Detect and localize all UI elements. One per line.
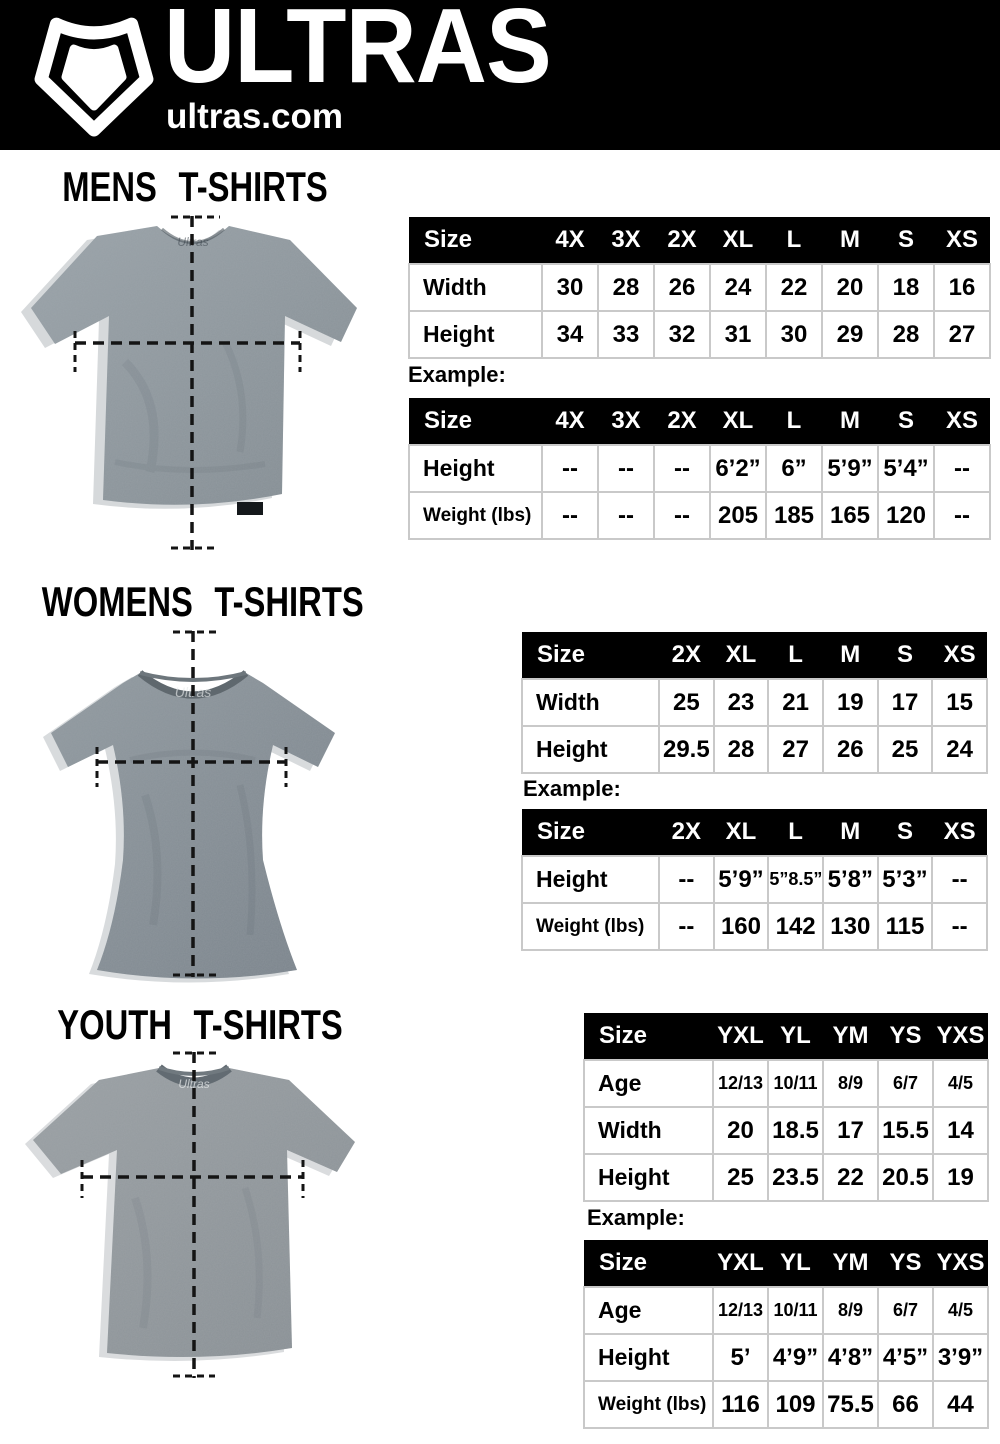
table-cell: 130 — [823, 903, 878, 950]
column-header: 2X — [659, 809, 714, 856]
table-cell: 29.5 — [659, 726, 714, 773]
column-header: Size — [584, 1240, 713, 1287]
column-header: YL — [768, 1013, 823, 1060]
collar-label: Ultras — [177, 235, 209, 249]
womens-tshirt-image — [35, 625, 390, 990]
column-header: L — [766, 398, 822, 445]
table-cell: 27 — [768, 726, 823, 773]
table-cell: 22 — [766, 264, 822, 311]
table-cell: 28 — [598, 264, 654, 311]
womens-example-label: Example: — [523, 776, 621, 801]
table-cell: -- — [654, 445, 710, 492]
table-cell: 5’3” — [878, 856, 933, 903]
column-header: S — [878, 398, 934, 445]
table-cell: 4/5 — [933, 1287, 988, 1334]
column-header: XS — [934, 217, 990, 264]
youth-example-label: Example: — [587, 1205, 685, 1230]
shirt-texture — [31, 226, 357, 505]
table-cell: 17 — [878, 679, 933, 726]
row-label: Height — [409, 445, 542, 492]
table-row — [522, 679, 987, 726]
collar-label: Ultras — [178, 1077, 210, 1091]
section-title-youth: YOUTH T-SHIRTS — [57, 1001, 343, 1048]
table-cell: 24 — [932, 726, 987, 773]
table-cell: 25 — [878, 726, 933, 773]
table-row — [584, 1154, 988, 1201]
table-row — [409, 445, 990, 492]
column-header: XS — [932, 809, 987, 856]
hem-tag — [237, 502, 263, 515]
column-header: YM — [823, 1013, 878, 1060]
column-header: M — [823, 632, 878, 679]
column-header: Size — [522, 632, 659, 679]
table-cell: -- — [932, 903, 987, 950]
column-header: YS — [878, 1013, 933, 1060]
mens-example-label: Example: — [408, 362, 506, 387]
table-cell: 5’9” — [822, 445, 878, 492]
table-cell: -- — [598, 492, 654, 539]
row-label: Height — [522, 856, 659, 903]
column-header: YXL — [713, 1240, 768, 1287]
table-cell: 75.5 — [823, 1381, 878, 1428]
column-header: YL — [768, 1240, 823, 1287]
table-cell: -- — [542, 492, 598, 539]
table-cell: 26 — [823, 726, 878, 773]
table-cell: 27 — [934, 311, 990, 358]
table-cell: -- — [934, 492, 990, 539]
column-header: YS — [878, 1240, 933, 1287]
table-cell: 8/9 — [823, 1060, 878, 1107]
column-header: L — [768, 632, 823, 679]
table-cell: 18.5 — [768, 1107, 823, 1154]
mens-size-table — [408, 217, 991, 359]
column-header: 2X — [654, 398, 710, 445]
column-header: XL — [714, 809, 769, 856]
youth-example-table — [583, 1240, 989, 1429]
table-cell: 10/11 — [768, 1060, 823, 1107]
table-header-row — [522, 809, 987, 856]
table-row — [522, 726, 987, 773]
womens-example-table — [521, 809, 988, 951]
table-cell: 21 — [768, 679, 823, 726]
table-cell: 32 — [654, 311, 710, 358]
column-header: Size — [584, 1013, 713, 1060]
column-header: XL — [714, 632, 769, 679]
column-header: Size — [409, 398, 542, 445]
table-cell: 3’9” — [933, 1334, 988, 1381]
table-header-row — [522, 632, 987, 679]
column-header: XS — [932, 632, 987, 679]
table-cell: 26 — [654, 264, 710, 311]
mens-tshirt-image — [15, 212, 390, 562]
row-label: Age — [584, 1287, 713, 1334]
table-cell: 30 — [542, 264, 598, 311]
table-cell: 205 — [710, 492, 766, 539]
table-cell: 116 — [713, 1381, 768, 1428]
table-row — [409, 264, 990, 311]
table-cell: 44 — [933, 1381, 988, 1428]
table-header-row — [584, 1013, 988, 1060]
table-cell: 34 — [542, 311, 598, 358]
column-header: YXS — [933, 1013, 988, 1060]
table-cell: 33 — [598, 311, 654, 358]
table-cell: 4’5” — [878, 1334, 933, 1381]
table-cell: 14 — [933, 1107, 988, 1154]
row-label: Height — [584, 1154, 713, 1201]
column-header: 3X — [598, 398, 654, 445]
row-label: Age — [584, 1060, 713, 1107]
table-cell: 142 — [768, 903, 823, 950]
table-cell: 165 — [822, 492, 878, 539]
table-row — [584, 1287, 988, 1334]
section-title-mens: MENS T-SHIRTS — [62, 163, 328, 210]
column-header: S — [878, 632, 933, 679]
column-header: L — [766, 217, 822, 264]
table-cell: 19 — [823, 679, 878, 726]
column-header: Size — [522, 809, 659, 856]
table-cell: 4’9” — [768, 1334, 823, 1381]
table-cell: 15 — [932, 679, 987, 726]
table-cell: -- — [659, 856, 714, 903]
table-header-row — [409, 217, 990, 264]
row-label: Weight (lbs) — [522, 903, 659, 950]
table-row — [522, 903, 987, 950]
table-cell: 29 — [822, 311, 878, 358]
table-cell: 16 — [934, 264, 990, 311]
column-header: XL — [710, 217, 766, 264]
table-cell: 185 — [766, 492, 822, 539]
row-label: Weight (lbs) — [584, 1381, 713, 1428]
table-cell: 4/5 — [933, 1060, 988, 1107]
table-cell: 25 — [713, 1154, 768, 1201]
column-header: Size — [409, 217, 542, 264]
shirt-texture — [51, 673, 335, 979]
row-label: Width — [409, 264, 542, 311]
table-cell: -- — [598, 445, 654, 492]
row-label: Width — [522, 679, 659, 726]
table-cell: 4’8” — [823, 1334, 878, 1381]
row-label: Height — [409, 311, 542, 358]
table-cell: 28 — [714, 726, 769, 773]
table-cell: 23.5 — [768, 1154, 823, 1201]
row-label: Weight (lbs) — [409, 492, 542, 539]
table-cell: 20 — [713, 1107, 768, 1154]
column-header: M — [822, 398, 878, 445]
table-cell: -- — [659, 903, 714, 950]
column-header: S — [878, 217, 934, 264]
table-cell: 20 — [822, 264, 878, 311]
table-header-row — [584, 1240, 988, 1287]
column-header: 2X — [654, 217, 710, 264]
table-cell: -- — [542, 445, 598, 492]
table-cell: 12/13 — [713, 1060, 768, 1107]
table-cell: 6/7 — [878, 1060, 933, 1107]
table-cell: 8/9 — [823, 1287, 878, 1334]
table-cell: -- — [932, 856, 987, 903]
table-cell: 160 — [714, 903, 769, 950]
table-cell: 18 — [878, 264, 934, 311]
brand-domain: ultras.com — [166, 97, 343, 136]
table-row — [584, 1381, 988, 1428]
table-cell: -- — [654, 492, 710, 539]
table-header-row — [409, 398, 990, 445]
table-row — [522, 856, 987, 903]
table-cell: 6” — [766, 445, 822, 492]
table-cell: 23 — [714, 679, 769, 726]
table-cell: 66 — [878, 1381, 933, 1428]
table-cell: 19 — [933, 1154, 988, 1201]
table-row — [584, 1334, 988, 1381]
womens-size-table — [521, 632, 988, 774]
table-cell: 120 — [878, 492, 934, 539]
table-cell: 25 — [659, 679, 714, 726]
table-cell: 6’2” — [710, 445, 766, 492]
column-header: YXS — [933, 1240, 988, 1287]
table-cell: 30 — [766, 311, 822, 358]
table-row — [409, 311, 990, 358]
column-header: XL — [710, 398, 766, 445]
column-header: 4X — [542, 398, 598, 445]
table-cell: 24 — [710, 264, 766, 311]
mens-example-table — [408, 398, 991, 540]
table-cell: 109 — [768, 1381, 823, 1428]
table-cell: 5’8” — [823, 856, 878, 903]
table-cell: 5’ — [713, 1334, 768, 1381]
brand-title: ULTRAS — [164, 0, 551, 105]
column-header: S — [878, 809, 933, 856]
table-cell: 31 — [710, 311, 766, 358]
table-cell: 15.5 — [878, 1107, 933, 1154]
column-header: L — [768, 809, 823, 856]
column-header: 4X — [542, 217, 598, 264]
table-cell: 10/11 — [768, 1287, 823, 1334]
table-row — [584, 1060, 988, 1107]
youth-size-table — [583, 1013, 989, 1202]
table-cell: 17 — [823, 1107, 878, 1154]
column-header: YM — [823, 1240, 878, 1287]
column-header: YXL — [713, 1013, 768, 1060]
table-cell: 20.5 — [878, 1154, 933, 1201]
table-cell: 12/13 — [713, 1287, 768, 1334]
table-cell: -- — [934, 445, 990, 492]
table-cell: 22 — [823, 1154, 878, 1201]
section-title-womens: WOMENS T-SHIRTS — [41, 578, 364, 625]
header-bar — [0, 0, 1000, 150]
table-row — [409, 492, 990, 539]
column-header: 3X — [598, 217, 654, 264]
table-cell: 115 — [878, 903, 933, 950]
table-cell: 6/7 — [878, 1287, 933, 1334]
column-header: 2X — [659, 632, 714, 679]
youth-tshirt-image — [15, 1048, 390, 1393]
column-header: M — [823, 809, 878, 856]
table-cell: 5’9” — [714, 856, 769, 903]
column-header: M — [822, 217, 878, 264]
table-row — [584, 1107, 988, 1154]
row-label: Height — [522, 726, 659, 773]
table-cell: 28 — [878, 311, 934, 358]
column-header: XS — [934, 398, 990, 445]
row-label: Height — [584, 1334, 713, 1381]
table-cell: 5’4” — [878, 445, 934, 492]
pentagon-shield-icon — [28, 8, 160, 140]
collar-label: Ultras — [174, 684, 212, 700]
row-label: Width — [584, 1107, 713, 1154]
table-cell: 5”8.5” — [768, 856, 823, 903]
